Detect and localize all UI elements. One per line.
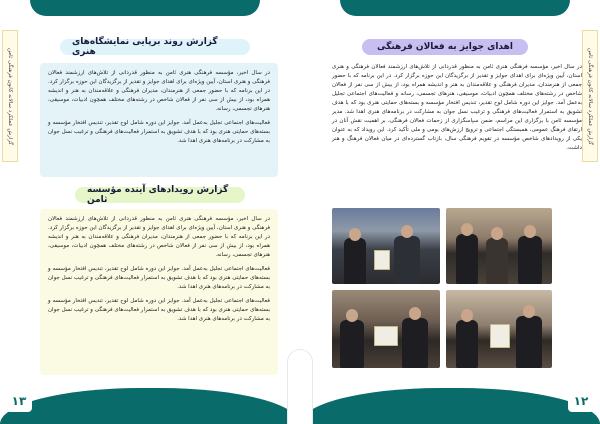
- text-box-upcoming-events: [40, 209, 278, 375]
- section-heading-upcoming-events: [75, 187, 245, 203]
- top-wave-decoration: [340, 0, 570, 16]
- side-strip-text: گزارش عملکرد سالانه کانون فرهنگی ثامن: [7, 47, 13, 145]
- top-wave-decoration: [30, 0, 260, 16]
- side-strip: [2, 30, 18, 162]
- photo-award-ceremony-4: [446, 290, 552, 368]
- page-number: ۱۲: [568, 390, 594, 412]
- photo-award-ceremony-1: [332, 208, 440, 284]
- right-page: [300, 0, 600, 424]
- paragraph: فعالیت‌های اجتماعی تجلیل به‌عمل آمد. جوایز این دوره شامل لوح تقدیر، تندیس افتخار مؤسسه و بسته‌های حمایتی هنری بود که با هدف تشویق به استمرار فعالیت‌های فرهنگی و ترغیب نسل جوان به مشارکت در برنامه‌های هنری اهدا شد.: [48, 120, 270, 144]
- section-heading-exhibitions: [60, 39, 250, 55]
- page-number: ۱۳: [6, 390, 32, 412]
- bottom-wave-decoration: [300, 388, 600, 424]
- body-text-awards: [332, 63, 582, 153]
- side-strip-text: گزارش عملکرد سالانه کانون فرهنگی ثامن: [587, 47, 593, 145]
- paragraph: فعالیت‌های اجتماعی تجلیل به‌عمل آمد. جوایز این دوره شامل لوح تقدیر، تندیس افتخار مؤسسه و بسته‌های حمایتی هنری بود که با هدف تشویق به استمرار فعالیت‌های فرهنگی و ترغیب نسل جوان به مشارکت در برنامه‌های هنری اهدا شد.: [48, 266, 270, 290]
- side-strip: [582, 30, 598, 162]
- paragraph: در سال اخیر، مؤسسه فرهنگی هنری ثامن به منظور قدردانی از تلاش‌های ارزشمند فعالان فرهنگی و هنری استان، آیین ویژه‌ای برای اهدای جوایز و تقدیر از برگزیدگان این حوزه برگزار کرد. در این برنامه که با حضور جمعی از هنرمندان، مدیران فرهنگی و علاقه‌مندان به هنر و اندیشه همراه بود، از بیش از سی نفر از فعالان شاخص در رشته‌های مختلف همچون ادبیات، موسیقی، هنرهای تجسمی، رسانه.: [48, 70, 270, 112]
- heading-text: گزارش رویدادهای آینده مؤسسه ثامن: [87, 185, 229, 205]
- photo-award-ceremony-2: [446, 208, 552, 284]
- section-heading-awards: [362, 39, 528, 55]
- paragraph: در سال اخیر، مؤسسه فرهنگی هنری ثامن به منظور قدردانی از تلاش‌های ارزشمند فعالان فرهنگی و هنری استان، آیین ویژه‌ای برای اهدای جوایز و تقدیر از برگزیدگان این حوزه برگزار کرد. در این برنامه که با حضور جمعی از هنرمندان، مدیران فرهنگی و علاقه‌مندان به هنر و اندیشه همراه بود، از بیش از سی نفر از فعالان شاخص در رشته‌های مختلف همچون ادبیات، موسیقی، هنرهای تجسمی، رسانه.: [48, 216, 270, 258]
- book-gutter: [288, 350, 312, 424]
- paragraph: فعالیت‌های اجتماعی تجلیل به‌عمل آمد. جوایز این دوره شامل لوح تقدیر، تندیس افتخار مؤسسه و بسته‌های حمایتی هنری بود که با هدف تشویق به استمرار فعالیت‌های فرهنگی و ترغیب نسل جوان به مشارکت در برنامه‌های هنری اهدا شد.: [48, 298, 270, 322]
- paragraph: در سال اخیر، مؤسسه فرهنگی هنری ثامن به منظور قدردانی از تلاش‌های ارزشمند فعالان فرهنگی و هنری استان، آیین ویژه‌ای برای اهدای جوایز و تقدیر از برگزیدگان این حوزه برگزار کرد. در این برنامه که با حضور جمعی از هنرمندان، مدیران فرهنگی و علاقه‌مندان به هنر و اندیشه همراه بود، از بیش از سی نفر از فعالان شاخص در رشته‌های مختلف همچون ادبیات، موسیقی، هنرهای تجسمی، رسانه و فعالیت‌های اجتماعی تجلیل به‌عمل آمد. جوایز این دوره شامل لوح تقدیر، تندیس افتخار مؤسسه و بسته‌های حمایتی هنری بود که با هدف تشویق به استمرار فعالیت‌های فرهنگی و ترغیب نسل جوان به مشارکت در برنامه‌های هنری اهدا شد. مدیر مؤسسه ثامن با برگزاری این مراسم، ضمن سپاسگزاری از زحمات فعالان فرهنگی، بر اهمیت نقش آنان در ارتقای فرهنگ عمومی، همبستگی اجتماعی و ترویج ارزش‌های بومی و ملی تأکید کرد. این رویداد که به عنوان یکی از رویدادهای شاخص مؤسسه در تقویم فرهنگی سال، بازتاب گسترده‌ای در میان فعالان فرهنگ و هنر داشت.: [332, 64, 582, 151]
- text-box-exhibitions: [40, 63, 278, 177]
- heading-text: گزارش روند برپایی نمایشگاه‌های هنری: [72, 37, 218, 57]
- heading-text: اهدای جوایز به فعالان فرهنگی: [377, 42, 513, 52]
- bottom-wave-decoration: [0, 388, 300, 424]
- photo-award-ceremony-3: [332, 290, 440, 368]
